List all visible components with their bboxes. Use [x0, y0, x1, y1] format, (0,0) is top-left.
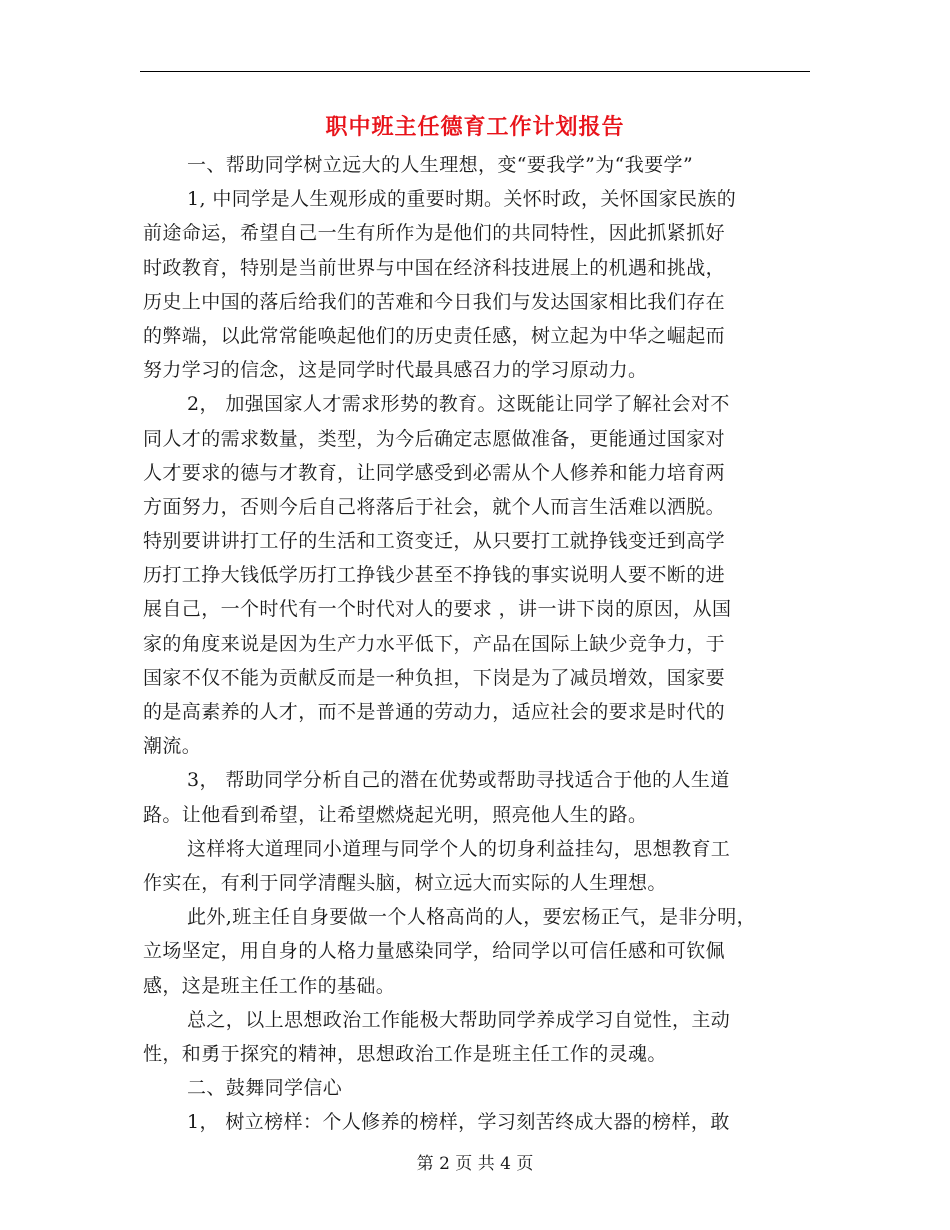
- body-text-line: 展自己，一个时代有一个时代对人的要求 ，讲一讲下岗的原因，从国: [143, 598, 732, 621]
- body-text-line: 1， 树立榜样：个人修养的榜样，学习刻苦终成大器的榜样，敢: [187, 1111, 730, 1134]
- body-text-line: 人才要求的德与才教育，让同学感受到必需从个人修养和能力培育两: [143, 461, 726, 484]
- body-text-line: 历打工挣大钱低学历打工挣钱少甚至不挣钱的事实说明人要不断的进: [143, 564, 726, 587]
- body-text-line: 3， 帮助同学分析自己的潜在优势或帮助寻找适合于他的人生道: [187, 769, 730, 792]
- body-text-line: 性，和勇于探究的精神，思想政治工作是班主任工作的灵魂。: [143, 1042, 667, 1065]
- body-text-line: 这样将大道理同小道理与同学个人的切身利益挂勾，思想教育工: [187, 837, 731, 860]
- body-text-line: 的弊端，以此常常能唤起他们的历史责任感，树立起为中华之崛起而: [143, 324, 726, 347]
- header-rule: [140, 71, 810, 72]
- body-text-line: 努力学习的信念，这是同学时代最具感召力的学习原动力。: [143, 359, 648, 382]
- body-text-line: 作实在，有利于同学清醒头脑，树立远大而实际的人生理想。: [143, 871, 667, 894]
- body-text-line: 路。让他看到希望，让希望燃烧起光明，照亮他人生的路。: [143, 803, 648, 826]
- page-footer: 第 2 页 共 4 页: [416, 1154, 534, 1174]
- body-text-line: 总之，以上思想政治工作能极大帮助同学养成学习自觉性，主动: [187, 1008, 731, 1031]
- body-text-line: 时政教育，特别是当前世界与中国在经济科技进展上的机遇和挑战，: [143, 256, 726, 279]
- body-text-line: 的是高素养的人才，而不是普通的劳动力，适应社会的要求是时代的: [143, 701, 726, 723]
- body-text-line: 潮流。: [143, 735, 202, 758]
- body-text-line: 前途命运，希望自己一生有所作为是他们的共同特性，因此抓紧抓好: [143, 222, 726, 245]
- body-text-line: 方面努力，否则今后自己将落后于社会，就个人而言生活难以洒脱。: [143, 495, 726, 518]
- body-text-line: 历史上中国的落后给我们的苦难和今日我们与发达国家相比我们存在: [143, 290, 726, 313]
- body-text-line: 2， 加强国家人才需求形势的教育。这既能让同学了解社会对不: [187, 393, 730, 416]
- body-text-line: 立场坚定，用自身的人格力量感染同学，给同学以可信任感和可钦佩: [143, 940, 726, 963]
- body-text-line: 一、帮助同学树立远大的人生理想，变“要我学”为“我要学”: [187, 154, 694, 176]
- body-text-line: 家的角度来说是因为生产力水平低下，产品在国际上缺少竞争力，于: [143, 632, 726, 655]
- body-text-line: 此外,班主任自身要做一个人格高尚的人，要宏杨正气，是非分明，: [187, 906, 757, 929]
- body-text-line: 1, 中同学是人生观形成的重要时期。关怀时政，关怀国家民族的: [187, 188, 737, 211]
- body-text-line: 国家不仅不能为贡献反而是一种负担，下岗是为了减员增效，国家要: [143, 666, 726, 689]
- document-title: 职中班主任德育工作计划报告: [325, 114, 625, 140]
- body-text-line: 感，这是班主任工作的基础。: [143, 974, 396, 997]
- body-text-line: 二、鼓舞同学信心: [187, 1077, 343, 1100]
- body-text-line: 同人才的需求数量，类型，为今后确定志愿做准备，更能通过国家对: [143, 427, 726, 450]
- body-text-line: 特别要讲讲打工仔的生活和工资变迁，从只要打工就挣钱变迁到高学: [143, 530, 726, 553]
- document-body: [143, 148, 805, 1139]
